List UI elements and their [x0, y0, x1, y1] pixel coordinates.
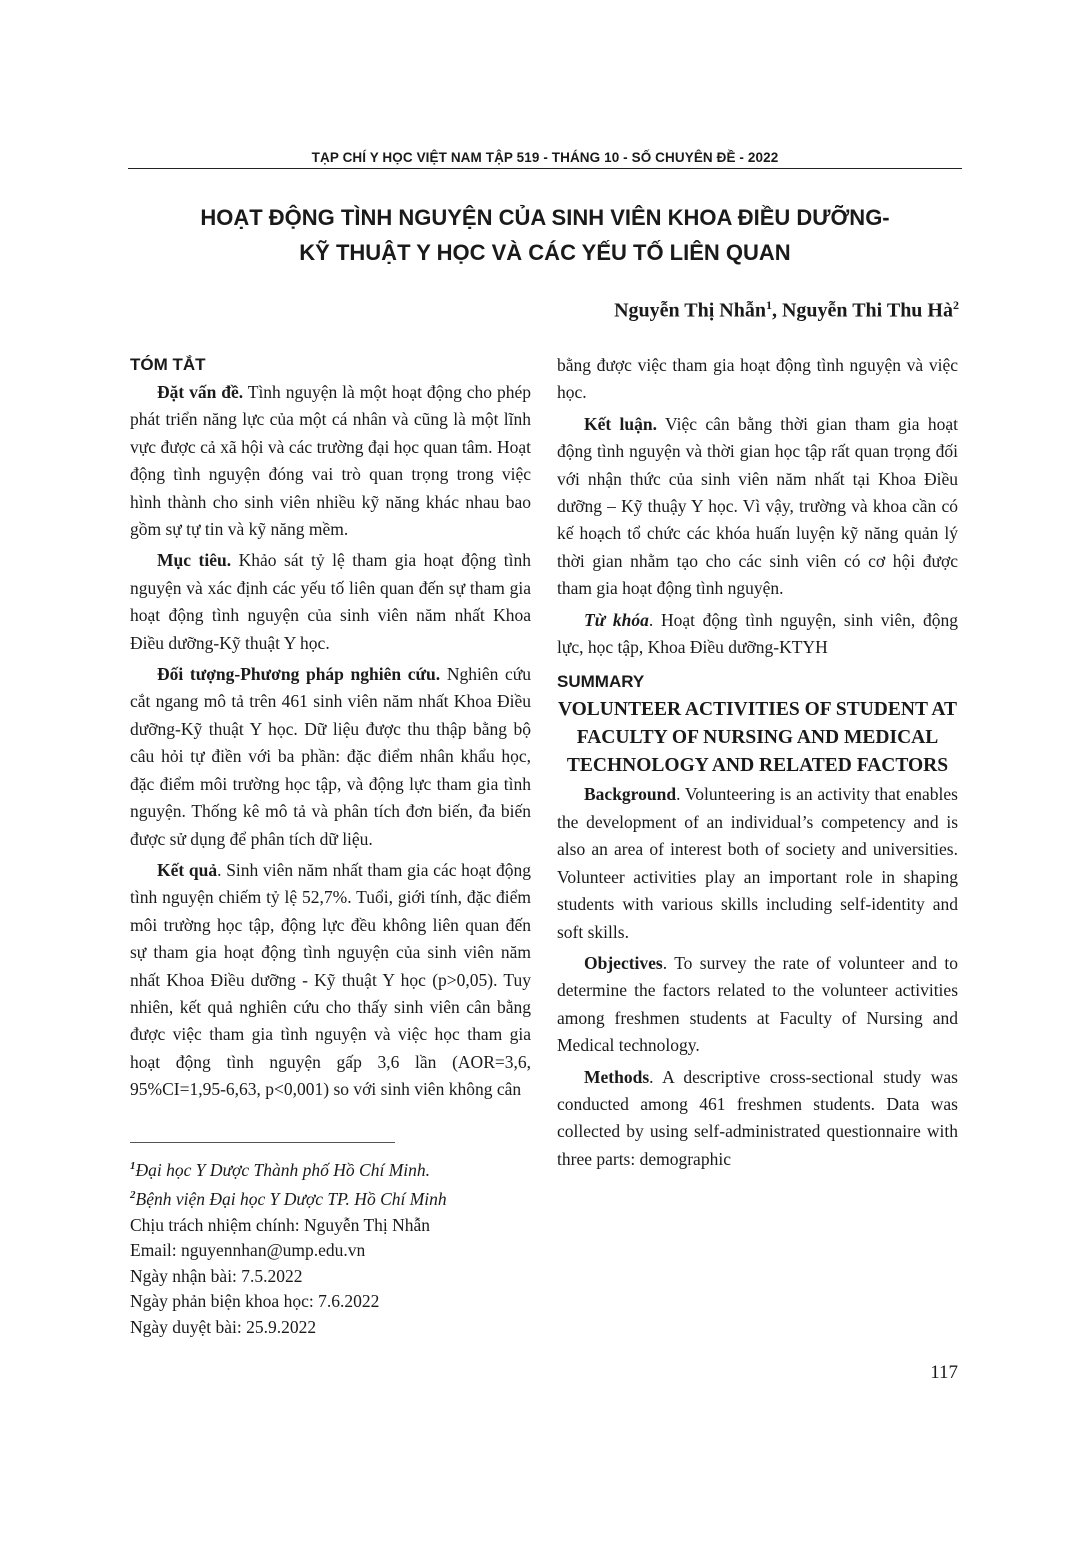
right-column [557, 352, 958, 1177]
en-objectives-label: Objectives [584, 952, 663, 973]
abstract-vi-objectives [130, 547, 531, 657]
abstract-vi-results [130, 857, 531, 1104]
affiliation-1: $^1$Đại học Y Dược Thành phố Hồ Chí Minh. [130, 1159, 431, 1180]
background-text: Tình nguyện là một hoạt động cho phép phát triển năng lực của một cá nhân và cũng là một lĩnh vực được cả xã hội và các trường đại học quan tâm. Hoạt động tình nguyện đóng vai trò quan trọng trong việc hình thành cho sinh viên nhiều kỹ năng khác nhau bao gồm sự tự tin và kỹ năng mềm. [130, 382, 531, 540]
title-line-1: HOẠT ĐỘNG TÌNH NGUYỆN CỦA SINH VIÊN KHOA ĐIỀU DƯỠNG- [200, 205, 890, 230]
results-text: . Sinh viên năm nhất tham gia các hoạt động tình nguyện chiếm tỷ lệ 52,7%. Tuổi, giới tính, đặc điểm môi trường học tập, động lực đều không liên quan đến sự tham gia hoạt động tình nguyện của sinh viên năm nhất Khoa Điều dưỡng - Kỹ thuật Y học (p>0,05). Tuy nhiên, kết quả nghiên cứu cho thấy sinh viên cân bằng được việc tham gia tình nguyện và việc học tham gia hoạt động tình nguyện gấp 3,6 lần (AOR=3,6, 95%CI=1,95-6,63, p<0,001) so với sinh viên không cân [130, 859, 531, 1100]
en-background-label: Background [584, 784, 677, 805]
abstract-vi-keywords [557, 607, 958, 662]
en-methods-text: . A descriptive cross-sectional study was conducted among 461 freshmen students. Data was collected by using self-administrated questionnaire with three parts: demographic [557, 1066, 958, 1169]
abstract-vi-heading: TÓM TẮT [130, 355, 206, 374]
objectives-label: Mục tiêu. [157, 550, 232, 571]
affiliation-2-mark: 2 [130, 1189, 136, 1202]
author-2: Nguyễn Thi Thu Hà [781, 299, 953, 322]
methods-text: Nghiên cứu cắt ngang mô tả trên 461 sinh viên năm nhất Khoa Điều dưỡng-Kỹ thuật Y học. Dữ liệu được thu thập bằng bộ câu hỏi tự điền với ba phần: đặc điểm nhân khẩu học, đặc điểm môi trường học tập, và động lực tham gia tình nguyện. Thống kê mô tả và phân tích đơn biến, đa biến được sử dụng để phân tích dữ liệu. [130, 664, 531, 849]
abstract-vi-methods [130, 661, 531, 853]
affiliation-2: $^2$Bệnh viện Đại học Y Dược TP. Hồ Chí Minh [130, 1189, 447, 1210]
abstract-en-methods [557, 1064, 958, 1174]
affiliation-1-mark: 1 [130, 1160, 136, 1172]
author-separator: , [771, 299, 782, 322]
date-received: Ngày nhận bài: 7.5.2022 [130, 1265, 303, 1286]
abstract-en-background [557, 781, 958, 945]
author-1: Nguyễn Thị Nhẫn [614, 299, 766, 322]
keywords-label: Từ khóa [584, 609, 649, 630]
author-2-affiliation: 2 [953, 298, 959, 312]
background-label: Đặt vấn đề. [157, 382, 244, 402]
date-accepted: Ngày duyệt bài: 25.9.2022 [130, 1316, 317, 1337]
page-number: 117 [930, 1362, 958, 1383]
methods-label: Đối tượng-Phương pháp nghiên cứu. [157, 664, 441, 685]
en-objectives-text: . To survey the rate of volunteer and to determine the factors related to the volunteer activities among freshmen students at Faculty of Nursing and Medical technology. [557, 952, 958, 1056]
summary-heading: SUMMARY [557, 672, 645, 692]
date-reviewed: Ngày phản biện khoa học: 7.6.2022 [130, 1291, 380, 1312]
running-head: TẠP CHÍ Y HỌC VIỆT NAM TẬP 519 - THÁNG 10 - SỐ CHUYÊN ĐỀ - 2022 [311, 150, 779, 165]
abstract-vi-background [130, 379, 531, 543]
keywords-text: . Hoạt động tình nguyện, sinh viên, động lực, học tập, Khoa Điều dưỡng-KTYH [557, 609, 958, 658]
objectives-text: Khảo sát tỷ lệ tham gia hoạt động tình nguyện và xác định các yếu tố liên quan đến sự tham gia hoạt động tình nguyện của sinh viên năm nhất Khoa Điều dưỡng-Kỹ thuật Y học. [130, 550, 531, 653]
title-line-2: KỸ THUẬT Y HỌC VÀ CÁC YẾU TỐ LIÊN QUAN [299, 240, 791, 265]
left-column [130, 352, 531, 1108]
corresponding-author: Chịu trách nhiệm chính: Nguyễn Thị Nhẫn [130, 1214, 431, 1235]
results-continuation [557, 352, 958, 407]
conclusion-text: Việc cân bằng thời gian tham gia hoạt động tình nguyện và thời gian học tập rất quan trọng đối với nhận thức của sinh viên năm nhất tại Khoa Điều dưỡng – Kỹ thuậy Y học. Vì vậy, trường và khoa cần có kế hoạch tổ chức các khóa huấn luyện kỹ năng quản lý thời gian nhằm tạo cho các sinh viên có cơ hội được tham gia hoạt động tình nguyện. [557, 413, 958, 599]
email: Email: nguyennhan@ump.edu.vn [130, 1240, 366, 1261]
abstract-en-objectives [557, 950, 958, 1060]
article-title [128, 200, 962, 270]
results-label: Kết quả [157, 859, 218, 880]
header-rule [128, 168, 962, 169]
en-background-text: . Volunteering is an activity that enables the development of an individual’s competency and is also an area of interest both of society and universities. Volunteer activities play an important role in shaping students with various skills including self-identity and soft skills. [557, 784, 958, 942]
footnote-rule [130, 1142, 395, 1143]
conclusion-label: Kết luận. [584, 413, 657, 434]
english-title: VOLUNTEER ACTIVITIES OF STUDENT AT FACULTY OF NURSING AND MEDICAL TECHNOLOGY AND RELATED FACTORS [557, 699, 958, 777]
footnotes [130, 1154, 531, 1340]
results-text-continued: bằng được việc tham gia hoạt động tình nguyện và việc học. [557, 355, 958, 403]
abstract-vi-conclusion [557, 411, 958, 603]
en-methods-label: Methods [584, 1066, 650, 1087]
author-line [614, 298, 959, 323]
author-1-affiliation: 1 [765, 298, 772, 312]
